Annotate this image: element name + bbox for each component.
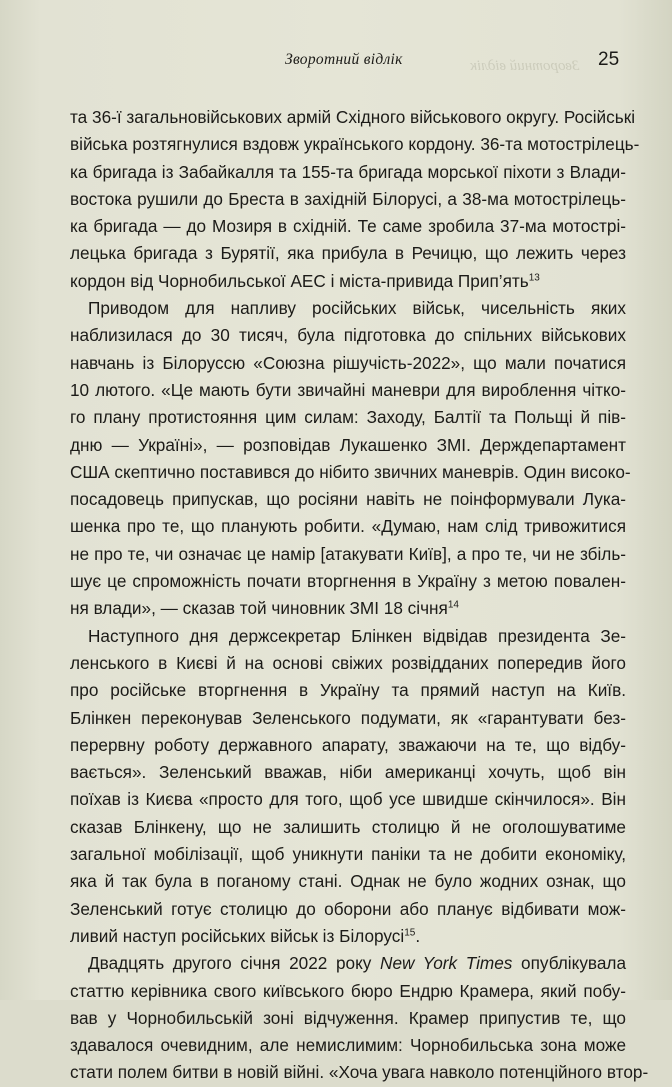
text-segment: сказав Блінкену, що не залишить столицю й не оголошуватиме — [70, 816, 626, 837]
bleed-through-text: Зворотний відлік — [470, 58, 580, 74]
text-line — [70, 868, 626, 895]
text-line — [70, 786, 626, 813]
text-line — [70, 978, 626, 1005]
text-line — [70, 186, 626, 213]
text-line — [70, 759, 626, 786]
text-line — [70, 705, 626, 732]
body-text — [70, 104, 649, 1087]
text-line — [70, 595, 626, 622]
text-segment: перервну роботу державного апарату, зважаючи на те, що відбу- — [70, 734, 626, 755]
text-segment: востока рушили до Бреста в західній Білорусі, а 38-ма мотострілець- — [70, 188, 626, 209]
text-line — [70, 950, 626, 977]
text-segment: статтю керівника свого київського бюро Ендрю Крамера, який побу- — [70, 980, 626, 1001]
text-segment: посадовець припускав, що росіяни навіть не поінформували Лука- — [70, 489, 626, 510]
text-segment: здавалося очевидним, але немислимим: Чорнобильська зона може — [70, 1035, 626, 1056]
text-line — [70, 213, 626, 240]
text-segment: стати полем битви в новій війні. «Хоча увага навколо потенційного втор- — [70, 1062, 649, 1083]
text-segment: загальної мобілізації, щоб уникнути паніки та не добити економіку, — [70, 844, 626, 865]
text-line — [70, 1032, 626, 1059]
text-segment: США скептично поставився до нібито звичних маневрів. Один високо- — [70, 461, 631, 482]
publication-title: New York Times — [380, 953, 513, 974]
text-line — [70, 295, 626, 322]
text-line — [70, 677, 626, 704]
text-segment: шенка про те, що планують робити. «Думаю, нам слід тривожитися — [70, 516, 626, 537]
text-line — [70, 513, 626, 540]
text-segment: наблизилася до 30 тисяч, була підготовка до спільних військових — [70, 325, 626, 346]
text-line — [70, 350, 626, 377]
text-segment: Двадцять другого січня 2022 року — [88, 953, 381, 974]
footnote-ref: 15 — [404, 927, 416, 939]
text-segment: Приводом для напливу російських військ, чисельність яких — [88, 298, 626, 319]
text-line — [70, 650, 626, 677]
text-line — [70, 322, 626, 349]
text-line — [70, 268, 626, 295]
text-segment: поїхав із Києва «просто для того, щоб усе швидше скінчилося». Він — [70, 789, 626, 810]
text-line — [70, 240, 626, 267]
text-segment: го плану протистояння цим силам: Заходу, Балтії та Польщі й пів- — [70, 407, 626, 428]
text-line — [70, 131, 640, 158]
running-head: Зворотний відлік — [285, 51, 403, 68]
text-line — [70, 541, 626, 568]
text-segment: опублікувала — [512, 953, 627, 974]
page-number: 25 — [598, 49, 620, 70]
text-line — [70, 486, 626, 513]
text-segment: лецька бригада з Бурятії, яка прибула в Речицю, що лежить через — [70, 243, 626, 264]
footnote-ref: 13 — [528, 272, 540, 284]
text-segment: Зеленський готує столицю до оборони або планує відбивати мож- — [70, 898, 626, 919]
text-line — [70, 459, 631, 486]
text-line — [70, 623, 626, 650]
text-segment: кордон від Чорнобильської АЕС і міста-привида Прип’ять — [70, 270, 529, 291]
text-line — [70, 1059, 649, 1086]
text-line — [70, 923, 626, 950]
text-segment: ка бригада — до Мозиря в східній. Те саме зробила 37-ма мотострі- — [70, 216, 626, 237]
text-segment: війська розтягнулися вздовж українського кордону. 36-та мотострілець- — [70, 134, 640, 155]
text-segment: яка й так була в поганому стані. Однак не було жодних ознак, що — [70, 871, 626, 892]
text-segment: ленського в Києві й на основі свіжих розвідданих попередив його — [70, 652, 626, 673]
text-line — [70, 104, 636, 131]
text-line — [70, 1005, 626, 1032]
text-segment: про російське вторгнення в Україну та прямий наступ на Київ. — [70, 680, 626, 701]
text-segment: вав у Чорнобильській зоні відчуження. Крамер припустив те, що — [70, 1007, 626, 1028]
text-segment: . — [415, 925, 421, 946]
text-segment: вається». Зеленський вважав, ніби американці хочуть, щоб він — [70, 762, 626, 783]
text-line — [70, 732, 626, 759]
text-segment: 10 лютого. «Це мають бути звичайні маневри для вироблення чітко- — [70, 379, 626, 400]
footnote-ref: 14 — [447, 599, 459, 611]
text-line — [70, 568, 626, 595]
text-segment: Блінкен переконував Зеленського подумати, як «гарантувати без- — [70, 707, 626, 728]
text-line — [70, 377, 626, 404]
text-segment: та 36-ї загальновійськових армій Східного військового округу. Російські — [70, 107, 636, 127]
text-segment: дню — Україні», — розповідав Лукашенко ЗМІ. Держдепартамент — [70, 434, 626, 455]
text-segment: навчань із Білоруссю «Союзна рішучість-2022», що мали початися — [70, 352, 626, 373]
text-line — [70, 159, 626, 186]
text-line — [70, 404, 626, 431]
text-segment: ня влади», — сказав той чиновник ЗМІ 18 січня — [70, 598, 448, 619]
text-line — [70, 896, 626, 923]
text-line — [70, 432, 626, 459]
text-line — [70, 841, 626, 868]
text-segment: шує це спроможність почати вторгнення в Україну з метою повален- — [70, 571, 626, 592]
text-line — [70, 814, 626, 841]
text-segment: не про те, чи означає це намір [атакувати Київ], а про те, чи не збіль- — [70, 543, 626, 564]
text-segment: ка бригада із Забайкалля та 155-та бригада морської піхоти з Влади- — [70, 161, 626, 182]
text-segment: ливий наступ російських військ із Білорусі — [70, 925, 405, 946]
text-segment: Наступного дня держсекретар Блінкен відвідав президента Зе- — [88, 625, 626, 646]
